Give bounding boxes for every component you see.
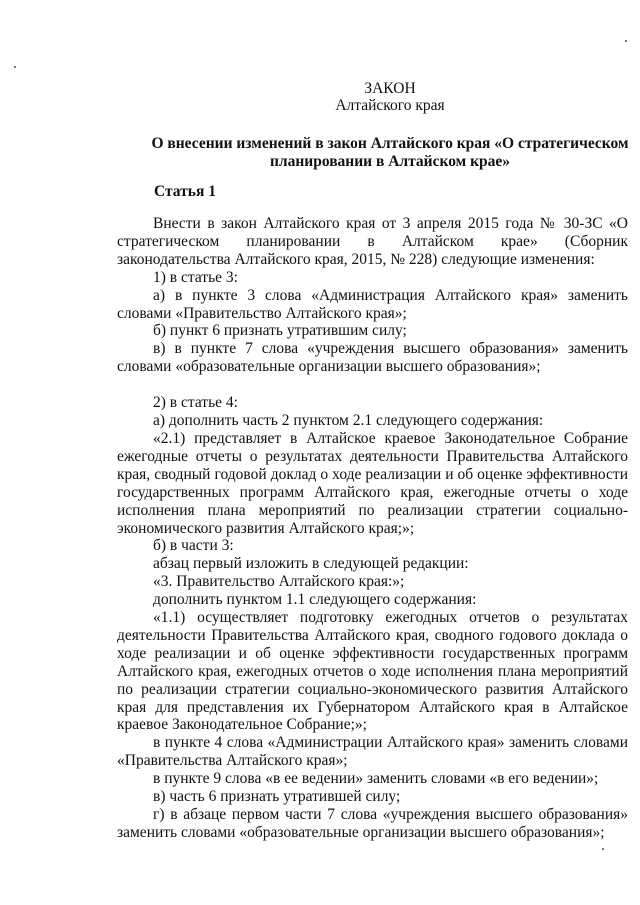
paragraph: в пункте 9 слова «в ее ведении» заменить словами «в его ведении»;	[153, 770, 599, 788]
region-label: Алтайского края	[335, 97, 445, 114]
paragraph: 2) в статье 4:	[153, 394, 238, 412]
paragraph: а) в пункте 3 слова «Администрация Алтайского края» заменить словами «Правительство Алтайского края»;	[117, 286, 628, 322]
paragraph: дополнить пунктом 1.1 следующего содержания:	[153, 591, 477, 609]
paragraph: Внести в закон Алтайского края от 3 апреля 2015 года № 30-ЗС «О стратегическом планировании в Алтайском крае» (Сборник законодательства Алтайского края, 2015, № 228) следующие изменения:	[117, 215, 628, 268]
paragraph: в) в пункте 7 слова «учреждения высшего образования» заменить словами «образовательные организации высшего образования»;	[117, 340, 628, 376]
paragraph: б) пункт 6 признать утратившим силу;	[153, 322, 407, 340]
paragraph: б) в части 3:	[153, 537, 234, 555]
paragraph: г) в абзаце первом части 7 слова «учреждения высшего образования» заменить словами «образовательные организации высшего образования»;	[117, 806, 628, 841]
paragraph: 1) в статье 3:	[153, 268, 238, 286]
article-heading: Статья 1	[154, 183, 216, 200]
document-title-line-1: О внесении изменений в закон Алтайского края «О стратегическом	[151, 135, 629, 152]
paragraph: в) часть 6 признать утратившей силу;	[153, 788, 401, 806]
scan-speck	[625, 40, 627, 42]
law-label: ЗАКОН	[364, 80, 416, 97]
document-title-line-2: планировании в Алтайском крае»	[269, 153, 511, 170]
paragraph: «1.1) осуществляет подготовку ежегодных отчетов о результатах деятельности Правительства Алтайского края, сводного годового доклада о ходе реализации и об оценке эффективности государственных программ Алтайского края, ежегодных отчетов о ходе исполнения плана мероприятий по реализации стратегии социально-экономического развития Алтайского края для представления их Губернатором Алтайского края в Алтайское краевое Законодательное Собрание;»;	[117, 609, 628, 734]
paragraph: абзац первый изложить в следующей редакции:	[153, 555, 469, 573]
scan-speck	[14, 66, 16, 68]
paragraph: а) дополнить часть 2 пунктом 2.1 следующего содержания:	[153, 412, 544, 430]
paragraph: «3. Правительство Алтайского края:»;	[153, 573, 405, 591]
paragraph: «2.1) представляет в Алтайское краевое Законодательное Собрание ежегодные отчеты о результатах деятельности Правительства Алтайского края, сводный годовой доклад о ходе реализации и об оценке эффективности государственных программ Алтайского края, ежегодные отчеты о ходе исполнения плана мероприятий по реализации стратегии социально-экономического развития Алтайского края;»;	[117, 429, 628, 537]
scan-speck	[602, 848, 604, 850]
paragraph: в пункте 4 слова «Администрации Алтайского края» заменить словами «Правительства Алтайского края»;	[117, 734, 628, 770]
article-body	[117, 215, 628, 842]
